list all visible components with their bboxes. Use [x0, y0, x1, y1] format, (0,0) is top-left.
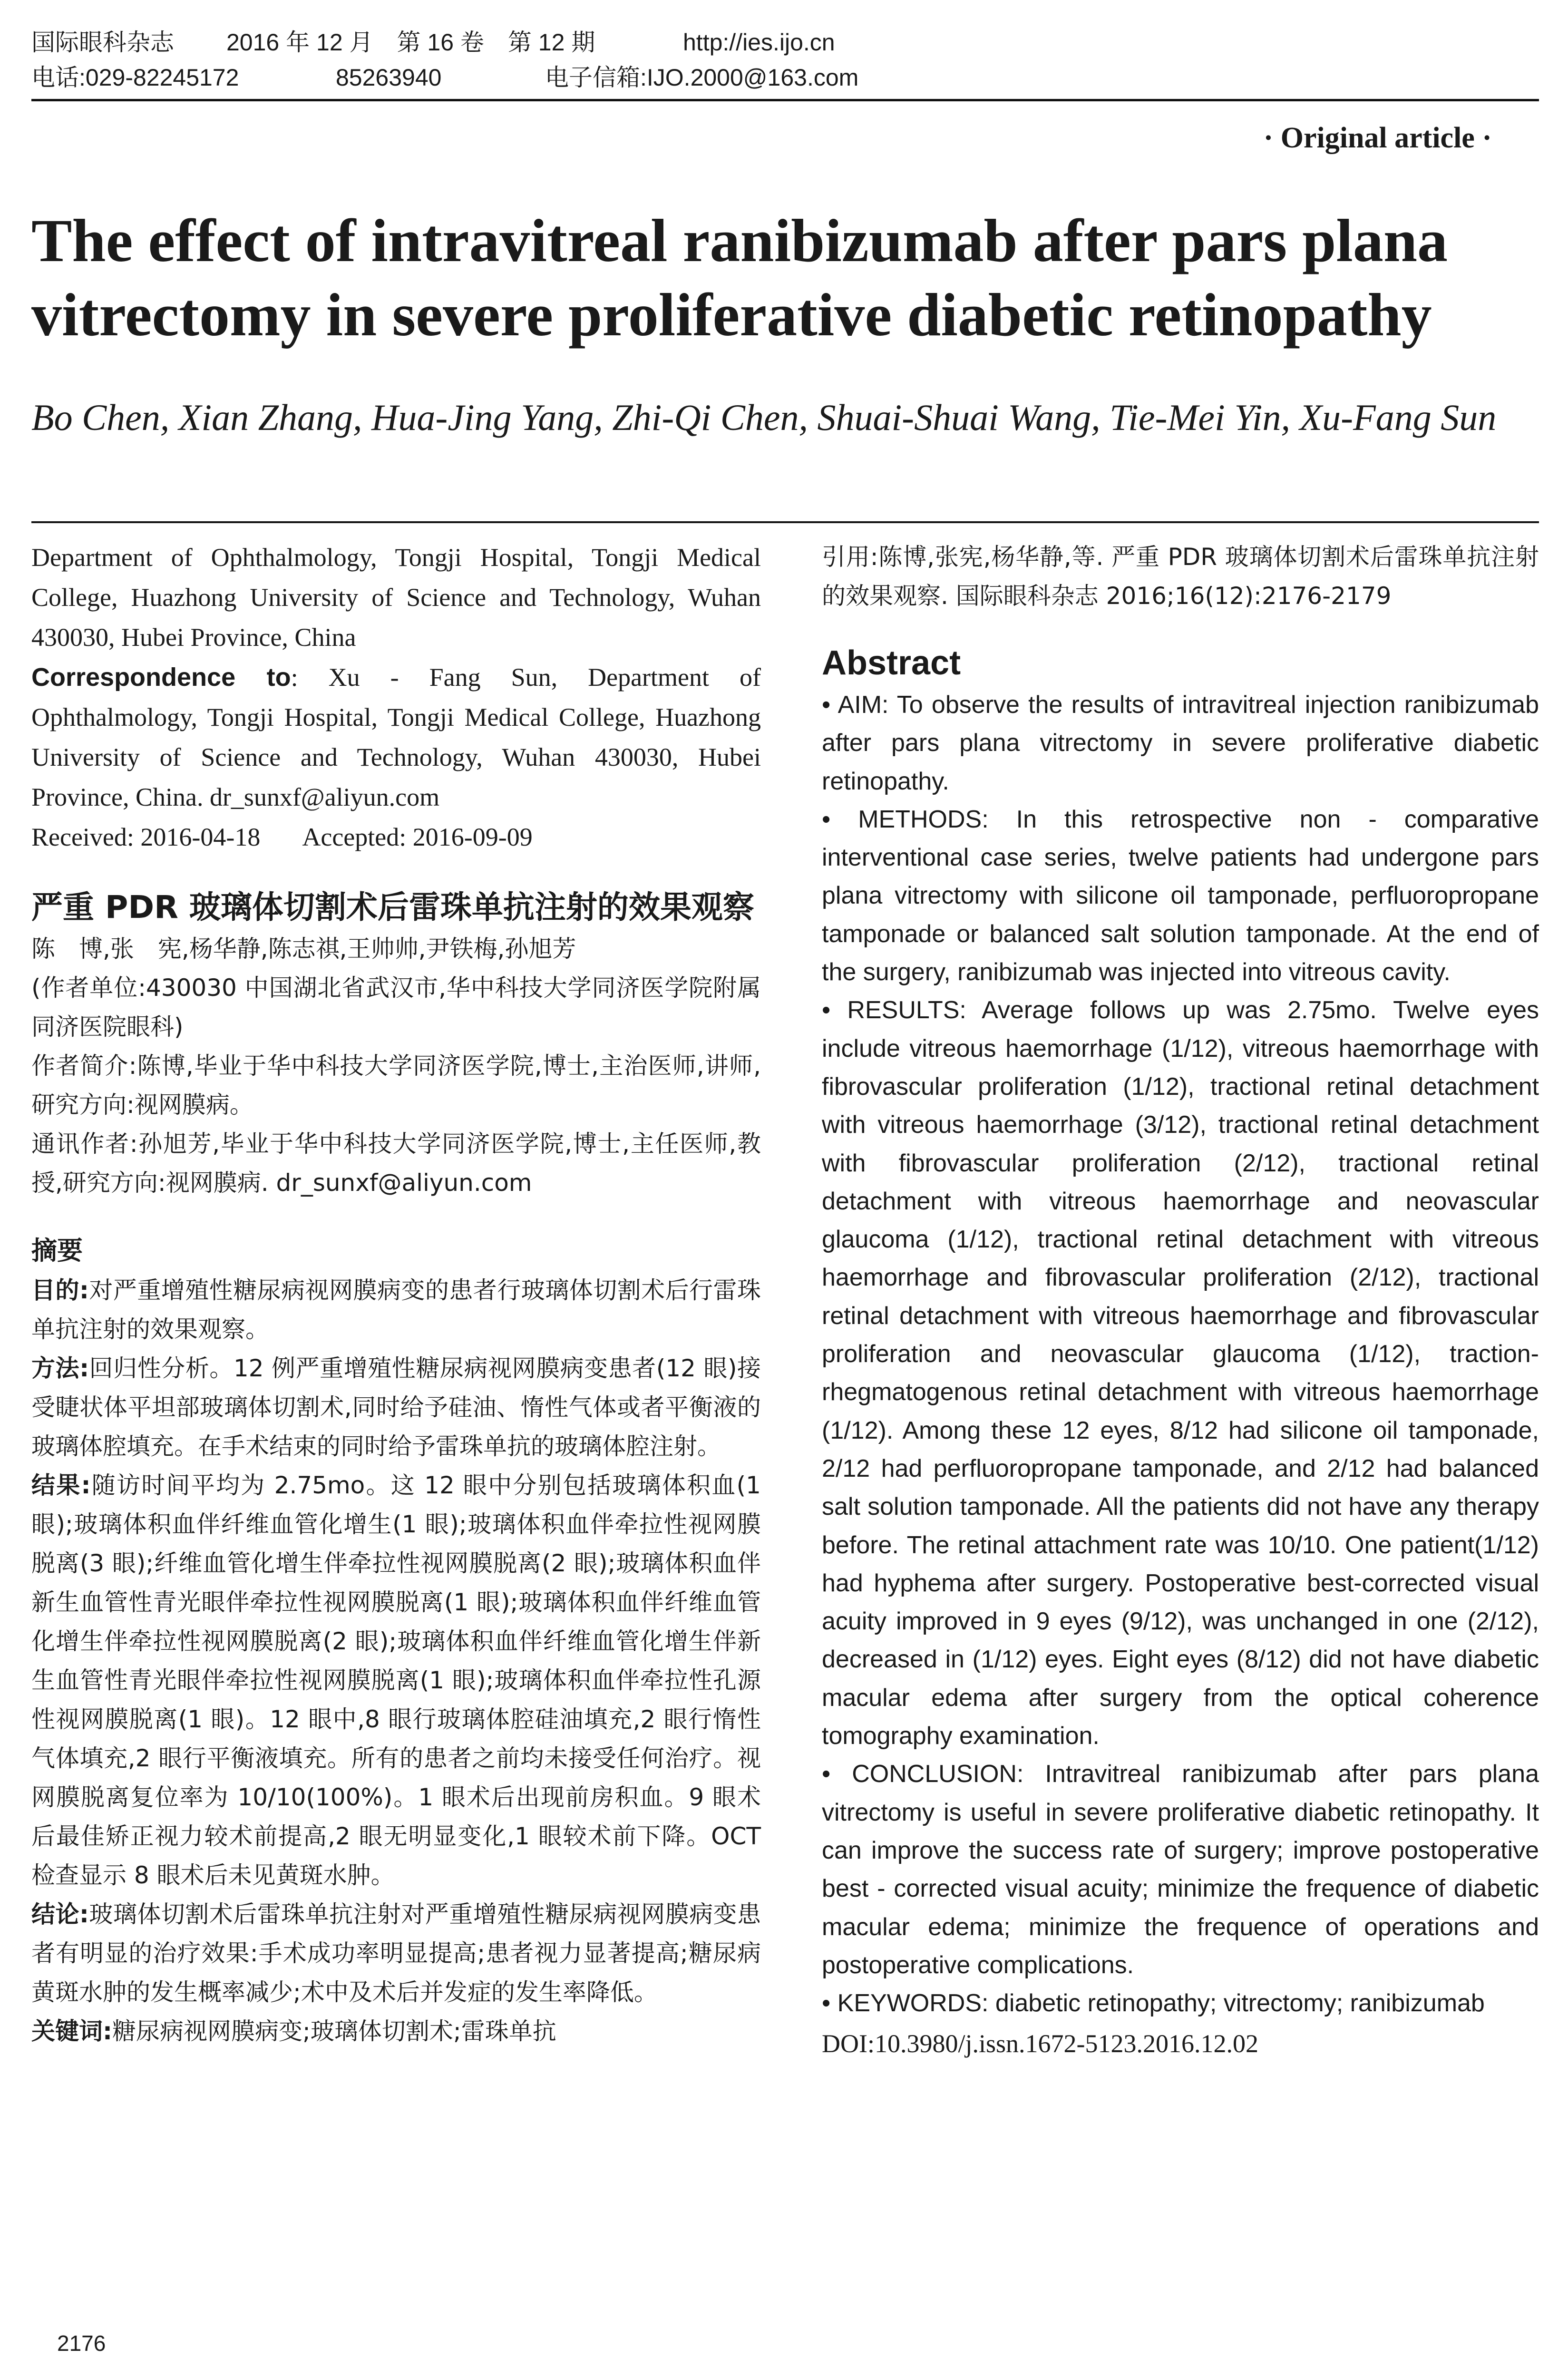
aim-text: 对严重增殖性糖尿病视网膜病变的患者行玻璃体切割术后行雷珠单抗注射的效果观察。	[31, 1276, 761, 1343]
journal-email[interactable]: 电子信箱:IJO.2000@163.com	[545, 64, 859, 91]
author-bio: 作者简介:陈博,毕业于华中科技大学同济医学院,博士,主治医师,讲师,研究方向:视网膜病。	[31, 1052, 761, 1119]
page-number: 2176	[57, 2331, 106, 2356]
left-column	[31, 537, 761, 2051]
methods-text: 回归性分析。12 例严重增殖性糖尿病视网膜病变患者(12 眼)接受睫状体平坦部玻璃体切割术,同时给予硅油、惰性气体或者平衡液的玻璃体腔填充。在手术结束的同时给予雷珠单抗的玻璃体腔注射。	[31, 1354, 761, 1460]
keywords-text: 糖尿病视网膜病变;玻璃体切割术;雷珠单抗	[112, 2017, 556, 2045]
corresponding-author: 通讯作者:孙旭芳,毕业于华中科技大学同济医学院,博士,主任医师,教授,研究方向:视网膜病. dr_sunxf@aliyun.com	[31, 1130, 761, 1197]
methods-label: 方法:	[31, 1354, 89, 1382]
received-date: Received: 2016-04-18	[31, 823, 261, 851]
journal-url[interactable]: http://ies.ijo.cn	[683, 29, 835, 56]
dates	[31, 817, 761, 857]
chinese-conclusion	[31, 1895, 761, 2012]
aim-label: 目的:	[31, 1276, 89, 1304]
abstract-conclusion: • CONCLUSION: Intravitreal ranibizumab after pars plana vitrectomy is useful in severe proliferative diabetic retinopathy. It can improve the success rate of surgery; improve postoperative best - corrected visual acuity; minimize the frequence of diabetic macular edema; minimize the frequence of operations and postoperative complications.	[822, 1760, 1539, 1979]
results-label: 结果:	[31, 1471, 91, 1499]
author-list: Bo Chen, Xian Zhang, Hua-Jing Yang, Zhi-Qi Chen, Shuai-Shuai Wang, Tie-Mei Yin, Xu-Fang Sun	[31, 397, 1497, 438]
journal-name: 国际眼科杂志	[31, 29, 174, 56]
chinese-results	[31, 1466, 761, 1895]
article-type: · Original article ·	[1263, 122, 1492, 154]
affiliation: Department of Ophthalmology, Tongji Hospital, Tongji Medical College, Huazhong University of Science and Technology, Wuhan 430030, Hubei Province, China	[31, 543, 761, 652]
citation: 引用:陈博,张宪,杨华静,等. 严重 PDR 玻璃体切割术后雷珠单抗注射的效果观察. 国际眼科杂志 2016;16(12):2176-2179	[822, 543, 1539, 610]
correspondence-text: : Xu - Fang Sun, Department of Ophthalmology, Tongji Hospital, Tongji Medical College, Huazhong University of Science and Technology, Wuhan 430030, Hubei Province, China. dr_sunxf@aliyun.com	[31, 663, 761, 811]
abstract-aim: • AIM: To observe the results of intravitreal injection ranibizumab after pars plana vitrectomy in severe proliferative diabetic retinopathy.	[822, 691, 1539, 795]
chinese-authors: 陈 博,张 宪,杨华静,陈志祺,王帅帅,尹铁梅,孙旭芳	[31, 935, 576, 963]
chinese-title: 严重 PDR 玻璃体切割术后雷珠单抗注射的效果观察	[31, 889, 754, 925]
right-column	[822, 537, 1539, 2063]
paper-title: The effect of intravitreal ranibizumab after pars plana vitrectomy in severe proliferative diabetic retinopathy	[31, 207, 1448, 349]
doi[interactable]: DOI:10.3980/j.issn.1672-5123.2016.12.02	[822, 2029, 1258, 2058]
keywords-label: 关键词:	[31, 2017, 112, 2045]
journal-phone: 电话:029-82245172	[31, 64, 239, 91]
accepted-date: Accepted: 2016-09-09	[302, 823, 533, 851]
abstract-methods: • METHODS: In this retrospective non - comparative interventional case series, twelve patients had undergone pars plana vitrectomy with silicone oil tamponade, perfluoropropane tamponade or balanced salt solution tamponade. At the end of the surgery, ranibizumab was injected into vitreous cavity.	[822, 805, 1539, 986]
correspondence-label: Correspondence to	[31, 663, 291, 692]
results-text: 随访时间平均为 2.75mo。这 12 眼中分别包括玻璃体积血(1 眼);玻璃体积血伴纤维血管化增生(1 眼);玻璃体积血伴牵拉性视网膜脱离(3 眼);纤维血管化增生伴牵拉性视网膜脱离(2 眼);玻璃体积血伴新生血管性青光眼伴牵拉性视网膜脱离(1 眼);玻璃体积血伴纤维血管化增生伴牵拉性视网膜脱离(2 眼);玻璃体积血伴纤维血管化增生伴新生血管性青光眼伴牵拉性视网膜脱离(1 眼);玻璃体积血伴牵拉性孔源性视网膜脱离(1 眼)。12 眼中,8 眼行玻璃体腔硅油填充,2 眼行惰性气体填充,2 眼行平衡液填充。所有的患者之前均未接受任何治疗。视网膜脱离复位率为 10/10(100%)。1 眼术后出现前房积血。9 眼术后最佳矫正视力较术前提高,2 眼无明显变化,1 眼较术前下降。OCT 检查显示 8 眼术后未见黄斑水肿。	[31, 1471, 761, 1889]
abstract-results: • RESULTS: Average follows up was 2.75mo. Twelve eyes include vitreous haemorrhage (1/12), vitreous haemorrhage with fibrovascular proliferation (1/12), tractional retinal detachment with vitreous haemorrhage (3/12), tractional retinal detachment with fibrovascular proliferation (2/12), tractional retinal detachment with vitreous haemorrhage and neovascular glaucoma (1/12), tractional retinal detachment with vitreous haemorrhage and fibrovascular proliferation (2/12), tractional retinal detachment with vitreous haemorrhage and fibrovascular proliferation and neovascular glaucoma (1/12), traction-rhegmatogenous retinal detachment with vitreous haemorrhage (1/12). Among these 12 eyes, 8/12 had silicone oil tamponade, 2/12 had perfluoropropane tamponade, and 2/12 had balanced salt solution tamponade. All the patients did not have any therapy before. The retinal attachment rate was 10/10. One patient(1/12) had hyphema after surgery. Postoperative best-corrected visual acuity improved in 9 eyes (9/12), was unchanged in one (2/12), decreased in (1/12) eyes. Eight eyes (8/12) did not have diabetic macular edema after surgery from the optical coherence tomography examination.	[822, 996, 1539, 1750]
authors-divider	[31, 521, 1539, 523]
header-divider	[31, 99, 1539, 101]
chinese-keywords	[31, 2012, 761, 2051]
chinese-aim	[31, 1271, 761, 1349]
issue-info: 2016 年 12 月 第 16 卷 第 12 期	[226, 29, 595, 56]
chinese-abstract-heading: 摘要	[31, 1236, 83, 1266]
correspondence	[31, 657, 761, 817]
conclusion-label: 结论:	[31, 1900, 89, 1928]
journal-header	[31, 25, 1539, 95]
chinese-unit: (作者单位:430030 中国湖北省武汉市,华中科技大学同济医学院附属同济医院眼科)	[31, 974, 761, 1041]
journal-phone-2: 85263940	[336, 64, 442, 91]
conclusion-text: 玻璃体切割术后雷珠单抗注射对严重增殖性糖尿病视网膜病变患者有明显的治疗效果:手术成功率明显提高;患者视力显著提高;糖尿病黄斑水肿的发生概率减少;术中及术后并发症的发生率降低。	[31, 1900, 761, 2006]
abstract-keywords: • KEYWORDS: diabetic retinopathy; vitrectomy; ranibizumab	[822, 1989, 1485, 2017]
chinese-methods	[31, 1349, 761, 1466]
abstract-heading: Abstract	[822, 644, 961, 682]
